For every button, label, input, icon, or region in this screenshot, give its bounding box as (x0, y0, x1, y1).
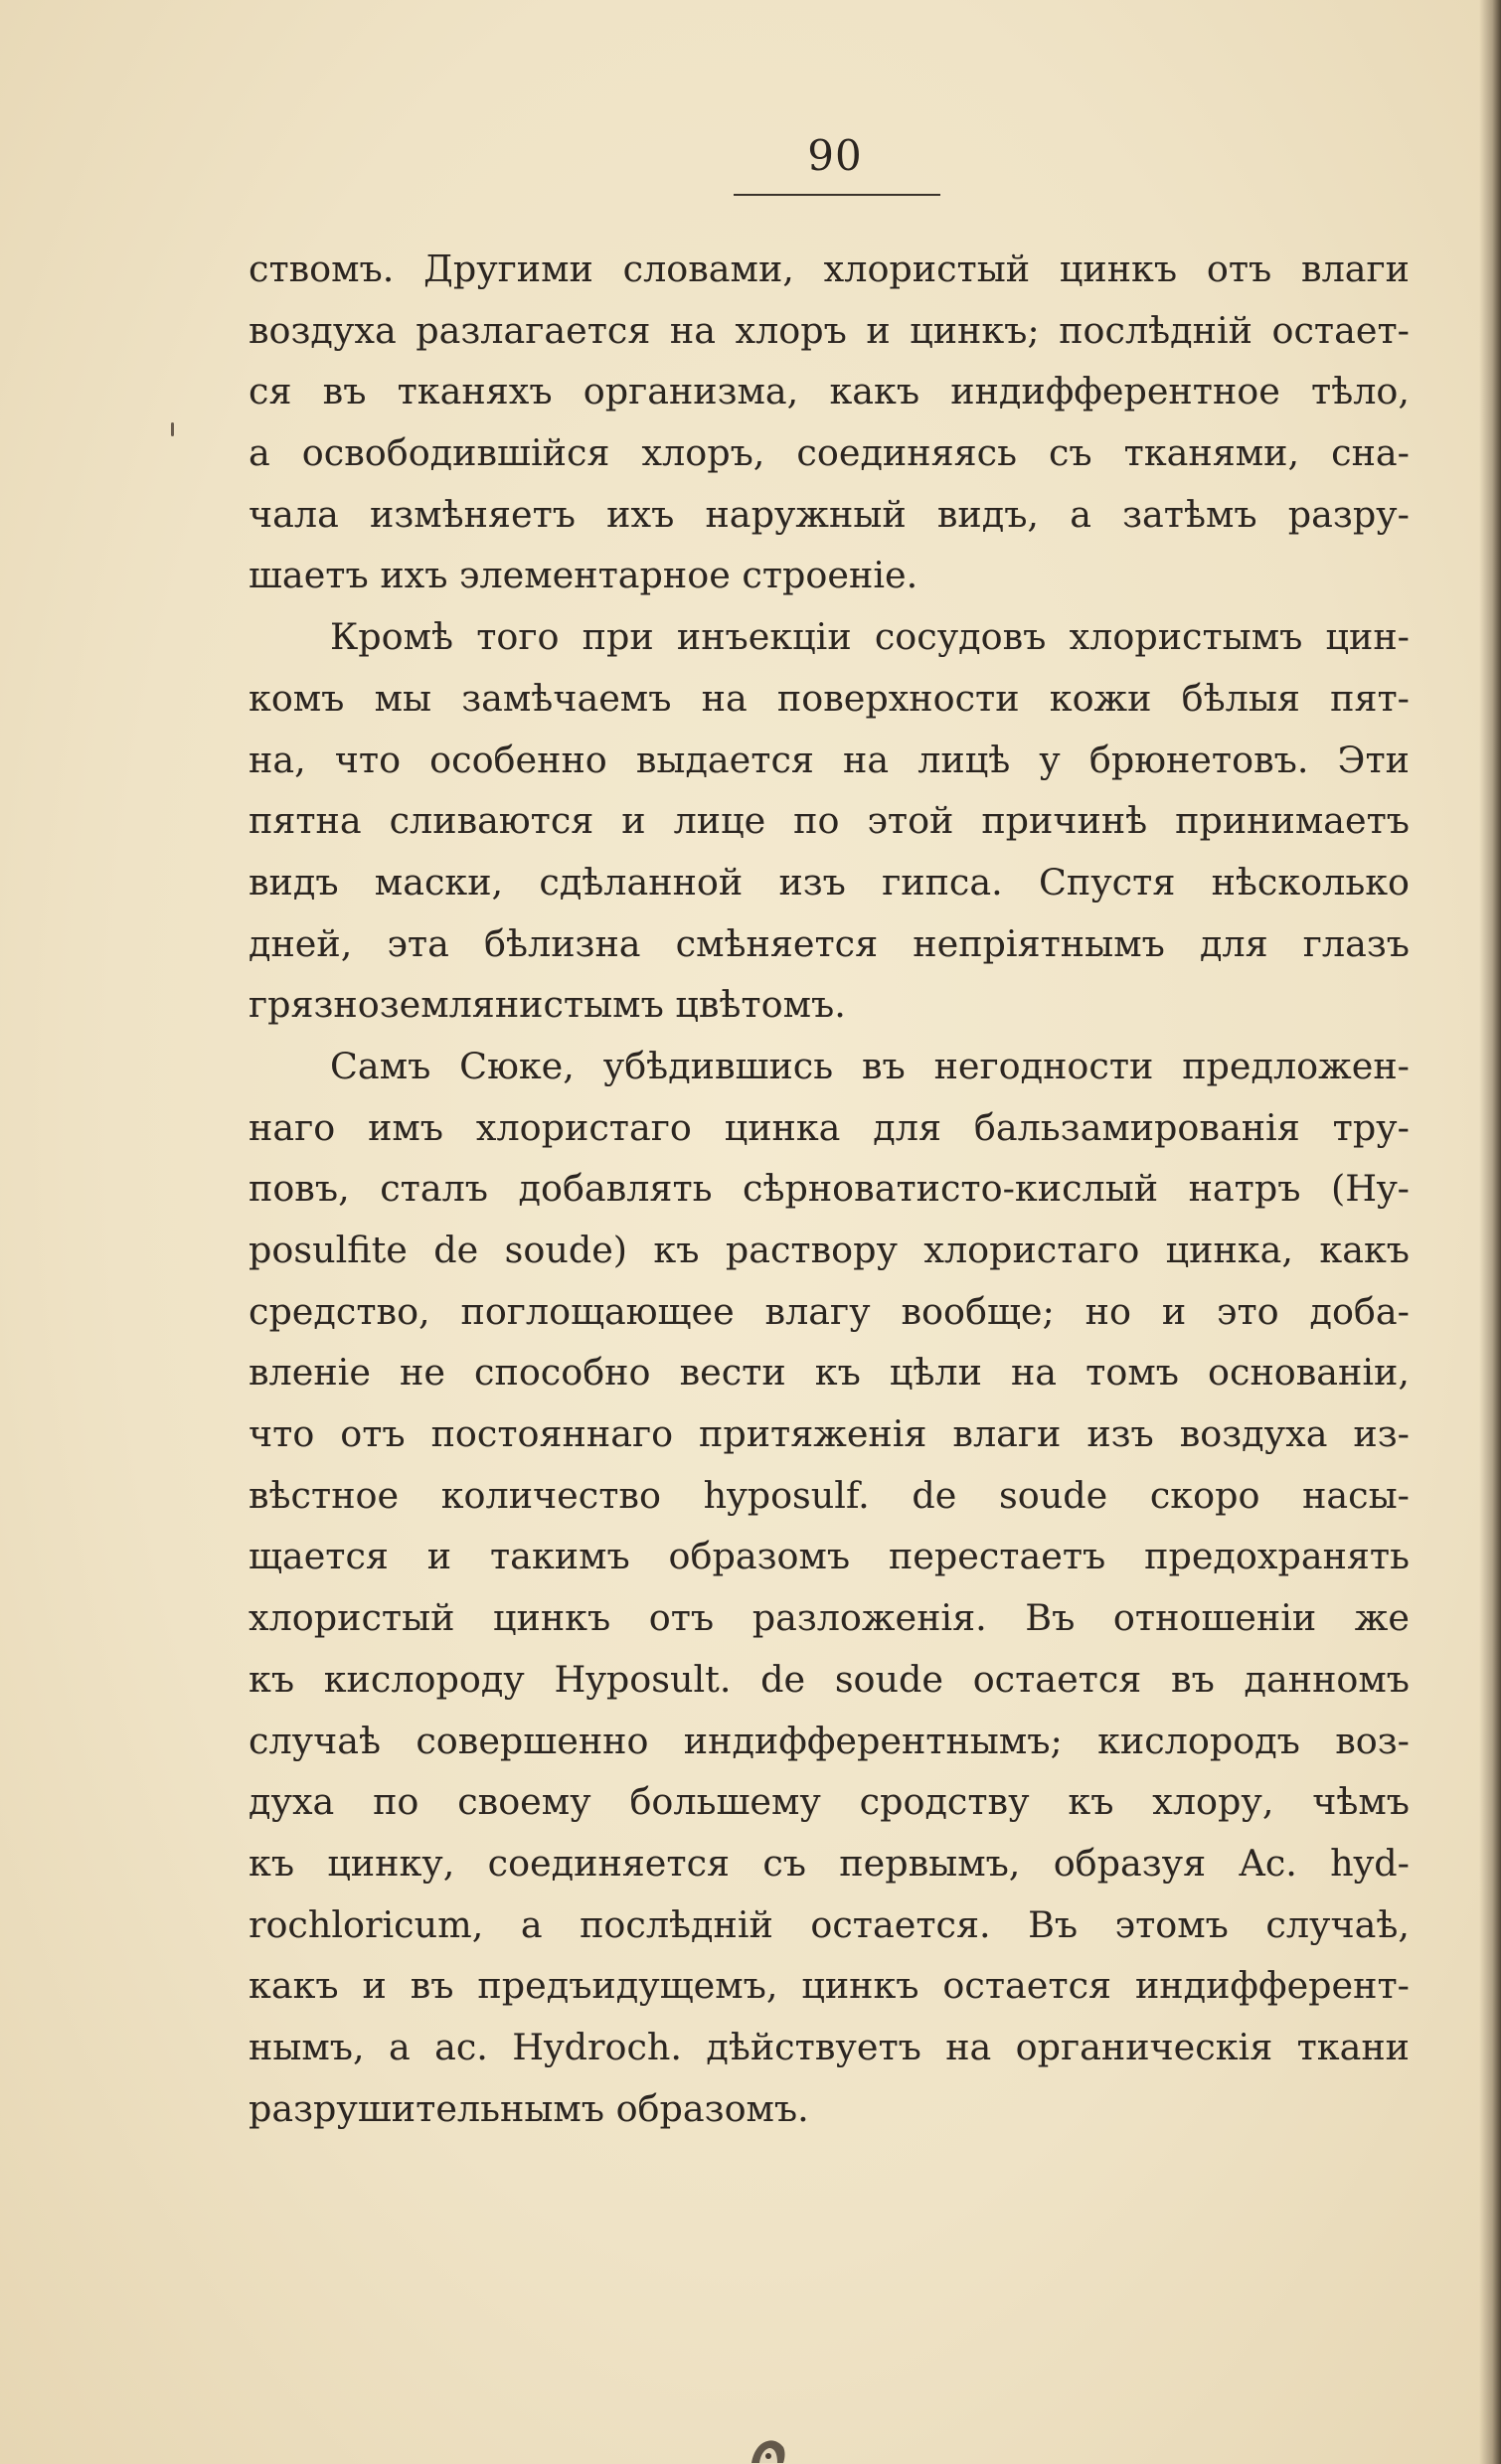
body-text (249, 239, 1410, 2139)
page-number: 90 (807, 131, 863, 180)
text-line: на, что особенно выдается на лицѣ у брюнетовъ. Эти (249, 738, 1410, 781)
text-line: а освободившiйся хлоръ, соединяясь съ тканями, сна- (249, 431, 1410, 475)
text-line: разрушительнымъ образомъ. (249, 2086, 809, 2130)
text-line: шаетъ ихъ элементарное строенiе. (249, 554, 918, 597)
text-line: щается и такимъ образомъ перестаетъ предохранять (249, 1535, 1410, 1578)
text-line: случаѣ совершенно индифферентнымъ; кислородъ воз- (249, 1719, 1410, 1762)
paragraph-first-line: Кромѣ того при инъекцiи сосудовъ хлористымъ цин- (330, 615, 1410, 659)
text-line: дней, эта бѣлизна смѣняется непрiятнымъ для глазъ (249, 921, 1410, 965)
paragraph-first-line: Самъ Сюке, убѣдившись въ негодности предложен- (330, 1044, 1410, 1087)
text-line: какъ и въ предъидущемъ, цинкъ остается индифферент- (249, 1964, 1410, 2008)
text-line: ся въ тканяхъ организма, какъ индифферентное тѣло, (249, 370, 1410, 413)
text-line: хлористый цинкъ отъ разложенiя. Въ отношенiи же (249, 1596, 1410, 1640)
text-line: что отъ постояннаго притяженiя влаги изъ воздуха из- (249, 1412, 1410, 1456)
text-line: наго имъ хлористаго цинка для бальзамированiя тру- (249, 1105, 1410, 1149)
text-line: пятна сливаются и лице по этой причинѣ принимаетъ (249, 799, 1410, 843)
text-line: вѣстное количество hyposulf. de soude скоро насы- (249, 1473, 1410, 1517)
text-line: чала измѣняетъ ихъ наружный видъ, а затѣмъ разру- (249, 492, 1410, 536)
text-line: rochloricum, а послѣднiй остается. Въ этомъ случаѣ, (249, 1902, 1410, 1946)
text-line: вленiе не способно вести къ цѣли на томъ основанiи, (249, 1351, 1410, 1395)
text-line: видъ маски, сдѣланной изъ гипса. Спустя нѣсколько (249, 860, 1410, 903)
text-line: комъ мы замѣчаемъ на поверхности кожи бѣлыя пят- (249, 676, 1410, 720)
text-line: грязноземлянистымъ цвѣтомъ. (249, 983, 846, 1027)
text-line: къ цинку, соединяется съ первымъ, образуя Ac. hyd- (249, 1841, 1410, 1885)
text-line: posulfite de soude) къ раствору хлористаго цинка, какъ (249, 1229, 1410, 1271)
header-rule (734, 194, 940, 196)
text-line: духа по своему большему сродству къ хлору, чѣмъ (249, 1780, 1410, 1824)
text-line: средство, поглощающее влагу вообще; но и это доба- (249, 1289, 1410, 1333)
text-line: воздуха разлагается на хлоръ и цинкъ; послѣднiй остает- (249, 308, 1410, 352)
page-edge-shadow (1479, 0, 1501, 2464)
printer-ornament-icon (748, 2433, 789, 2464)
text-line: ствомъ. Другими словами, хлористый цинкъ отъ влаги (249, 247, 1410, 290)
text-line: нымъ, а ac. Hydroch. дѣйствуетъ на органическiя ткани (249, 2025, 1410, 2068)
text-line: къ кислороду Hyposult. de soude остается въ данномъ (249, 1657, 1410, 1701)
text-line: повъ, сталъ добавлять сѣрноватисто-кислый натръ (Hy- (249, 1167, 1410, 1211)
ink-speck (171, 422, 174, 436)
